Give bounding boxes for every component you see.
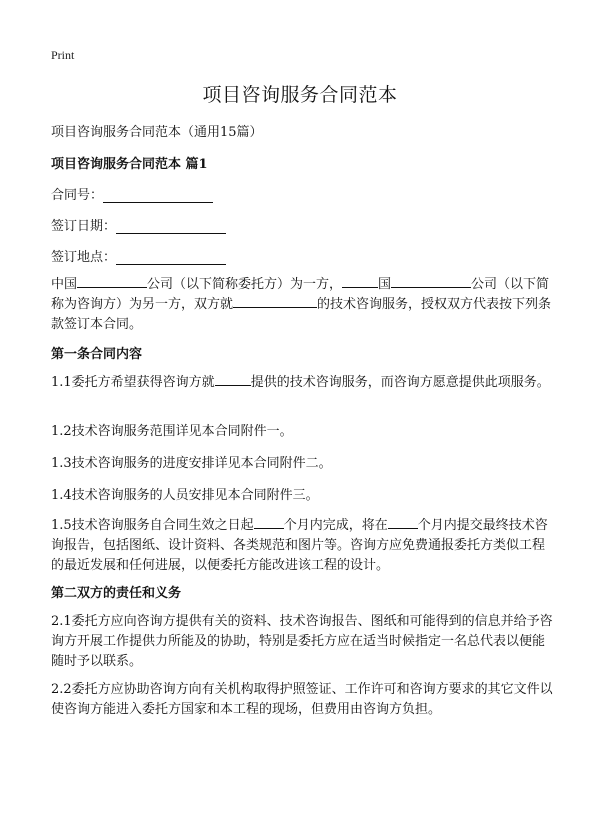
clause-2-2: 2.2委托方应协助咨询方向有关机构取得护照签证、工作许可和咨询方要求的其它文件以使咨询方能进入委托方国家和本工程的现场，但费用由咨询方负担。 bbox=[51, 682, 553, 717]
section-1-heading: 第一条合同内容 bbox=[51, 347, 143, 362]
clause-1-3: 1.3技术咨询服务的进度安排详见本合同附件二。 bbox=[51, 456, 332, 471]
blank-line bbox=[77, 275, 147, 288]
clause-1-5 bbox=[51, 516, 556, 576]
clause-1-1-text-b: 提供的技术咨询服务，而咨询方愿意提供此项服务。 bbox=[250, 375, 550, 390]
blank-line bbox=[391, 275, 471, 288]
page-title: 项目咨询服务合同范本 bbox=[202, 84, 398, 106]
sign-place-label: 签订地点： bbox=[51, 250, 117, 265]
contract-number-label: 合同号： bbox=[51, 188, 104, 203]
clause-1-5-text-c: 个月内提交最终技术咨询报告，包括图纸、设计资料、各类规范和图片等。咨询方应免费通报委托方类似工程的最近发展和任何进展，以便委托方能改进该工程的设计。 bbox=[51, 518, 548, 573]
blank-line bbox=[215, 373, 251, 386]
intro-text-2: 公司（以下简称委托方）为一方， bbox=[147, 277, 343, 292]
clause-1-1-text-a: 1.1委托方希望获得咨询方就 bbox=[51, 375, 215, 390]
clause-2-1: 2.1委托方应向咨询方提供有关的资料、技术咨询报告、图纸和可能得到的信息并给予咨询方开展工作提供力所能及的协助，特别是委托方应在适当时候指定一名总代表以便能随时予以联系。 bbox=[51, 614, 553, 669]
sign-place-blank bbox=[116, 250, 226, 265]
print-label: Print bbox=[51, 48, 75, 62]
contract-number-blank bbox=[103, 188, 213, 203]
clause-1-5-text-a: 1.5技术咨询服务自合同生效之日起 bbox=[51, 518, 254, 533]
article-title: 项目咨询服务合同范本 篇1 bbox=[51, 157, 208, 172]
intro-paragraph bbox=[51, 275, 556, 335]
clause-1-2: 1.2技术咨询服务范围详见本合同附件一。 bbox=[51, 424, 293, 439]
blank-line bbox=[254, 516, 284, 529]
document-subtitle: 项目咨询服务合同范本（通用15篇） bbox=[51, 125, 263, 140]
intro-text-5: 的技术咨询服务，授权双方代表按下列条款签订本合同。 bbox=[51, 297, 552, 332]
intro-text-3: 国 bbox=[378, 277, 392, 292]
intro-text-4: 公司（以下简称为咨询方）为另一方，双方就 bbox=[51, 277, 550, 312]
intro-text-1: 中国 bbox=[51, 277, 78, 292]
clause-1-4: 1.4技术咨询服务的人员安排见本合同附件三。 bbox=[51, 488, 319, 503]
contract-number-field bbox=[51, 184, 213, 203]
blank-line bbox=[342, 275, 378, 288]
clause-1-1 bbox=[51, 373, 556, 393]
sign-date-field bbox=[51, 215, 226, 234]
clause-1-5-text-b: 个月内完成，将在 bbox=[283, 518, 388, 533]
blank-line bbox=[233, 295, 317, 308]
blank-line bbox=[388, 516, 418, 529]
section-2-heading: 第二双方的责任和义务 bbox=[51, 586, 182, 601]
sign-date-label: 签订日期： bbox=[51, 219, 117, 234]
sign-place-field bbox=[51, 246, 226, 265]
sign-date-blank bbox=[116, 219, 226, 234]
